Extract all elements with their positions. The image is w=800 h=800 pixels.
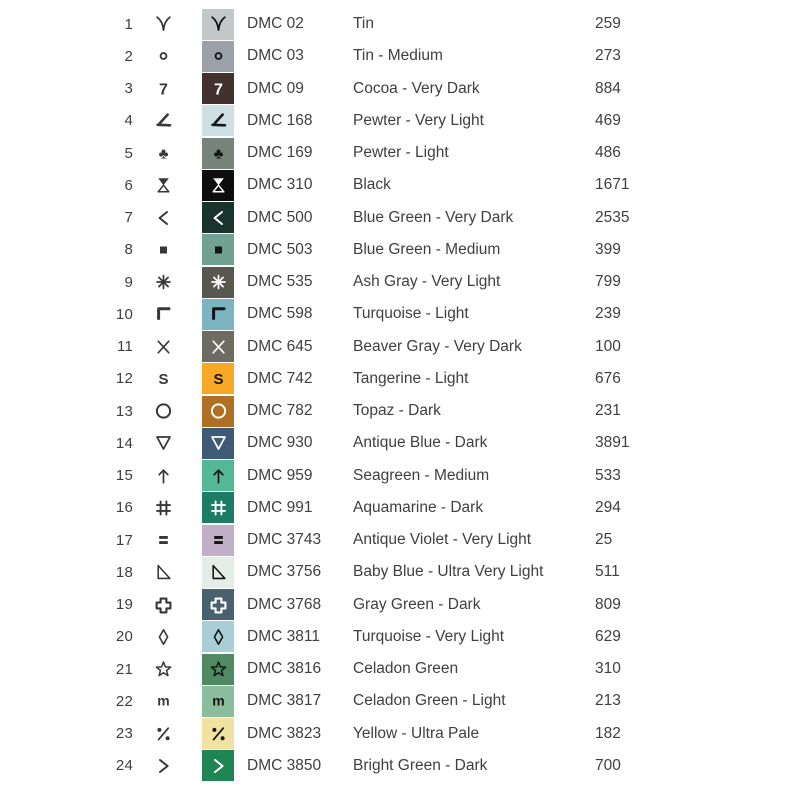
svg-text:S: S <box>212 370 224 388</box>
x-cross-icon <box>147 331 179 363</box>
stitch-count: 259 <box>595 15 621 33</box>
table-row <box>0 653 800 685</box>
color-name: Tangerine - Light <box>353 369 469 387</box>
dmc-code: DMC 310 <box>247 176 313 194</box>
color-swatch <box>202 138 234 169</box>
row-number: 12 <box>115 370 133 388</box>
color-swatch <box>202 331 234 362</box>
dmc-code: DMC 3768 <box>247 595 322 613</box>
table-row <box>0 298 800 330</box>
color-name: Cocoa - Very Dark <box>353 79 480 97</box>
color-name: Celadon Green - Light <box>353 692 506 710</box>
color-swatch <box>202 105 234 136</box>
table-row <box>0 234 800 266</box>
stitch-count: 1671 <box>595 176 630 194</box>
svg-text:♣: ♣ <box>158 145 168 163</box>
color-name: Blue Green - Medium <box>353 240 501 258</box>
svg-text:m: m <box>211 692 225 709</box>
stitch-count: 213 <box>595 692 621 710</box>
stitch-count: 399 <box>595 240 621 258</box>
stitch-count: 2535 <box>595 208 630 226</box>
dmc-code: DMC 782 <box>247 402 313 420</box>
dmc-code: DMC 02 <box>247 15 304 33</box>
row-number: 9 <box>124 273 133 291</box>
dmc-code: DMC 535 <box>247 273 313 291</box>
club-icon <box>147 137 179 169</box>
color-name: Antique Blue - Dark <box>353 434 488 452</box>
dmc-code: DMC 3823 <box>247 724 322 742</box>
row-number: 16 <box>115 499 133 517</box>
color-name: Aquamarine - Dark <box>353 498 484 516</box>
dmc-code: DMC 3817 <box>247 692 322 710</box>
stitch-count: 310 <box>595 660 621 678</box>
table-row <box>0 460 800 492</box>
stitch-count: 100 <box>595 337 621 355</box>
color-swatch <box>202 267 234 298</box>
color-swatch <box>202 428 234 459</box>
svg-text:♣: ♣ <box>213 145 223 163</box>
color-swatch <box>202 9 234 40</box>
color-swatch <box>202 396 234 427</box>
color-swatch <box>202 299 234 330</box>
color-swatch <box>202 718 234 749</box>
stitch-count: 884 <box>595 79 621 97</box>
stitch-count: 533 <box>595 466 621 484</box>
row-number: 10 <box>115 305 133 323</box>
table-row <box>0 137 800 169</box>
dmc-code: DMC 645 <box>247 337 313 355</box>
stitch-count: 3891 <box>595 434 630 452</box>
stitch-count: 231 <box>595 402 621 420</box>
color-name: Gray Green - Dark <box>353 595 481 613</box>
color-swatch <box>202 525 234 556</box>
color-name: Topaz - Dark <box>353 402 441 420</box>
color-swatch <box>202 41 234 72</box>
table-row <box>0 524 800 556</box>
angle-icon <box>147 105 179 137</box>
table-row <box>0 621 800 653</box>
table-row <box>0 589 800 621</box>
color-swatch <box>202 557 234 588</box>
corner-icon <box>147 298 179 330</box>
color-name: Tin - Medium <box>353 47 443 65</box>
color-name: Beaver Gray - Very Dark <box>353 337 522 355</box>
color-name: Ash Gray - Very Light <box>353 273 501 291</box>
filled-square-icon <box>147 234 179 266</box>
dmc-code: DMC 598 <box>247 305 313 323</box>
stitch-count: 469 <box>595 111 621 129</box>
asterisk-icon <box>147 266 179 298</box>
svg-text:S: S <box>157 370 169 388</box>
row-number: 3 <box>124 80 133 98</box>
dmc-code: DMC 09 <box>247 79 304 97</box>
color-name: Pewter - Very Light <box>353 111 484 129</box>
color-swatch <box>202 170 234 201</box>
svg-text:7: 7 <box>213 81 223 99</box>
stitch-count: 239 <box>595 305 621 323</box>
stitch-count: 486 <box>595 144 621 162</box>
color-swatch <box>202 621 234 652</box>
row-number: 23 <box>115 725 133 743</box>
stitch-count: 809 <box>595 595 621 613</box>
small-ring-icon <box>147 40 179 72</box>
table-row <box>0 492 800 524</box>
dmc-code: DMC 742 <box>247 369 313 387</box>
table-row <box>0 556 800 588</box>
row-number: 5 <box>124 144 133 162</box>
table-row <box>0 427 800 459</box>
row-number: 20 <box>115 628 133 646</box>
color-name: Bright Green - Dark <box>353 756 488 774</box>
row-number: 22 <box>115 692 133 710</box>
color-name: Yellow - Ultra Pale <box>353 724 480 742</box>
dmc-code: DMC 3756 <box>247 563 322 581</box>
cross-outline-icon <box>147 589 179 621</box>
curved-v-icon <box>147 8 179 40</box>
table-row <box>0 395 800 427</box>
dmc-code: DMC 3850 <box>247 756 322 774</box>
equals-bold-icon <box>147 524 179 556</box>
color-name: Black <box>353 176 391 194</box>
arrow-up-icon <box>147 460 179 492</box>
svg-text:7: 7 <box>158 81 168 99</box>
row-number: 8 <box>124 241 133 259</box>
color-swatch <box>202 589 234 620</box>
color-name: Pewter - Light <box>353 144 449 162</box>
triangle-right-icon <box>147 556 179 588</box>
table-row <box>0 750 800 782</box>
stitch-count: 511 <box>595 563 620 581</box>
row-number: 2 <box>124 47 133 65</box>
stitch-count: 182 <box>595 724 621 742</box>
dmc-code: DMC 3811 <box>247 627 320 645</box>
row-number: 11 <box>117 338 133 356</box>
color-name: Turquoise - Very Light <box>353 627 505 645</box>
percent-dots-icon <box>147 718 179 750</box>
color-name: Blue Green - Very Dark <box>353 208 514 226</box>
stitch-count: 799 <box>595 273 621 291</box>
hourglass-icon <box>147 169 179 201</box>
row-number: 4 <box>124 112 133 130</box>
color-name: Seagreen - Medium <box>353 466 490 484</box>
star-outline-icon <box>147 653 179 685</box>
letter-s-icon <box>147 363 179 395</box>
table-row <box>0 685 800 717</box>
triangle-down-icon <box>147 427 179 459</box>
table-row <box>0 105 800 137</box>
table-row <box>0 202 800 234</box>
table-row <box>0 266 800 298</box>
dmc-code: DMC 930 <box>247 434 313 452</box>
color-swatch <box>202 750 234 781</box>
color-name: Antique Violet - Very Light <box>353 531 532 549</box>
digit-seven-icon <box>147 73 179 105</box>
row-number: 7 <box>124 209 133 227</box>
color-name: Celadon Green <box>353 660 459 678</box>
color-swatch <box>202 686 234 717</box>
table-row <box>0 8 800 40</box>
row-number: 18 <box>115 563 133 581</box>
color-name: Turquoise - Light <box>353 305 469 323</box>
dmc-color-legend <box>0 8 800 782</box>
dmc-code: DMC 991 <box>247 498 313 516</box>
table-row <box>0 331 800 363</box>
circle-icon <box>147 395 179 427</box>
row-number: 15 <box>115 467 133 485</box>
dmc-code: DMC 500 <box>247 208 313 226</box>
greater-than-icon <box>147 750 179 782</box>
row-number: 19 <box>115 596 133 614</box>
color-swatch <box>202 363 234 394</box>
hash-icon <box>147 492 179 524</box>
row-number: 6 <box>124 176 133 194</box>
dmc-code: DMC 169 <box>247 144 313 162</box>
dmc-code: DMC 959 <box>247 466 313 484</box>
dmc-code: DMC 503 <box>247 240 313 258</box>
color-swatch <box>202 234 234 265</box>
diamond-icon <box>147 621 179 653</box>
stitch-count: 700 <box>595 756 621 774</box>
row-number: 14 <box>115 434 133 452</box>
dmc-code: DMC 3816 <box>247 660 322 678</box>
stitch-count: 294 <box>595 498 621 516</box>
color-name: Tin <box>353 15 374 33</box>
table-row <box>0 73 800 105</box>
color-swatch <box>202 654 234 685</box>
color-swatch <box>202 73 234 104</box>
color-swatch <box>202 492 234 523</box>
stitch-count: 676 <box>595 369 621 387</box>
less-than-icon <box>147 202 179 234</box>
table-row <box>0 718 800 750</box>
row-number: 24 <box>115 757 133 775</box>
dmc-code: DMC 3743 <box>247 531 322 549</box>
table-row <box>0 169 800 201</box>
table-row <box>0 40 800 72</box>
dmc-code: DMC 03 <box>247 47 304 65</box>
color-swatch <box>202 460 234 491</box>
row-number: 1 <box>124 15 133 33</box>
svg-text:m: m <box>156 692 170 709</box>
color-swatch <box>202 202 234 233</box>
letter-m-icon <box>147 685 179 717</box>
row-number: 17 <box>115 531 133 549</box>
stitch-count: 25 <box>595 531 613 549</box>
dmc-code: DMC 168 <box>247 111 313 129</box>
color-name: Baby Blue - Ultra Very Light <box>353 563 544 581</box>
stitch-count: 629 <box>595 627 621 645</box>
row-number: 21 <box>115 660 133 678</box>
stitch-count: 273 <box>595 47 621 65</box>
row-number: 13 <box>115 402 133 420</box>
table-row <box>0 363 800 395</box>
